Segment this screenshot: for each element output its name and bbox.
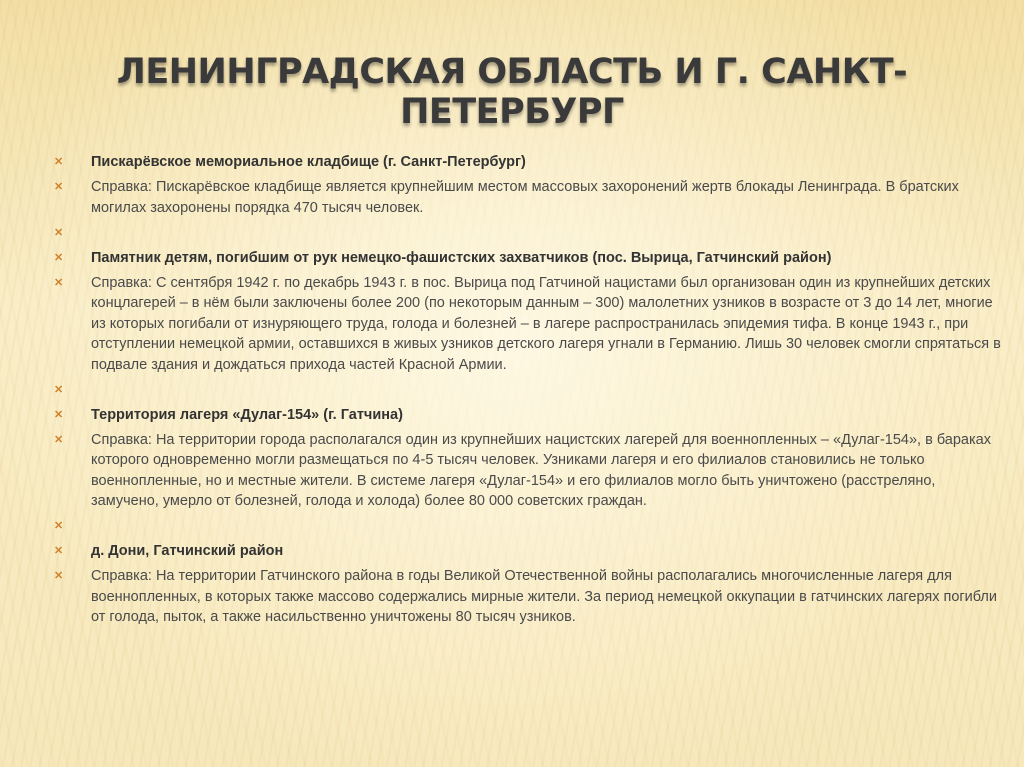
list-item-heading-piskarevskoe [52, 152, 1002, 173]
heading-text: Памятник детям, погибшим от рук немецко-фашистских захватчиков (пос. Вырица, Гатчинский район) [91, 249, 832, 266]
x-bullet-icon: ✕ [54, 226, 64, 239]
list-item-heading-dulag [52, 405, 1002, 426]
slide-title: ЛЕНИНГРАДСКАЯ ОБЛАСТЬ И Г. САНКТ-ПЕТЕРБУРГ [116, 52, 908, 132]
list-item-empty [52, 516, 1002, 537]
list-item-info-doni [52, 566, 1002, 628]
heading-text: д. Дони, Гатчинский район [91, 543, 284, 559]
heading-text: Территория лагеря «Дулаг-154» (г. Гатчина) [91, 406, 403, 423]
x-bullet-icon: ✕ [54, 181, 64, 193]
info-text: Справка: Пискарёвское кладбище является крупнейшим местом массовых захоронений жертв блокады Ленинграда. В братских могилах захоронены порядка 470 тысяч человек. [91, 179, 959, 216]
x-bullet-icon: ✕ [54, 276, 64, 289]
x-bullet-icon: ✕ [54, 156, 64, 168]
list-item-empty [52, 380, 1002, 401]
info-text: Справка: На территории города располагался один из крупнейших нацистских лагерей для военнопленных – «Дулаг-154», в бараках которого одновременно могли размещаться по 4-5 тысяч человек. Узниками лагеря и его филиалов становились не только военнопленные, но и местные жители. В системе лагеря «Дулаг-154» и его филиалов могло быть уничтожено (расстреляно, замучено, умерло от болезней, голода и холода) более 80 000 советских граждан. [91, 431, 991, 509]
x-bullet-icon: ✕ [54, 251, 64, 264]
list-item-info-vyritsa [52, 273, 1002, 376]
list-item-heading-vyritsa [52, 248, 1002, 269]
x-bullet-icon: ✕ [54, 570, 64, 582]
list-item-info-piskarevskoe [52, 177, 1002, 218]
heading-text: Пискарёвское мемориальное кладбище (г. Санкт-Петербург) [91, 154, 526, 170]
info-text: Справка: С сентября 1942 г. по декабрь 1943 г. в пос. Вырица под Гатчиной нацистами был организован один из крупнейших детских концлагерей – в нём были заключены более 200 (по некоторым данным – 300) малолетних узников в возрасте от 3 до 14 лет, многие из которых погибали от изнуряющего труда, голода и болезней – в лагере распространилась эпидемия тифа. В конце 1943 г., при отступлении немецкой армии, оставшихся в живых узников детского лагеря угнали в Германию. Лишь 30 человек смогли спрятаться в подвале здания и дождаться прихода частей Красной Армии. [91, 274, 1001, 373]
list-item-info-dulag [52, 430, 1002, 512]
x-bullet-icon: ✕ [54, 383, 64, 396]
info-text: Справка: На территории Гатчинского района в годы Великой Отечественной войны располагались многочисленные лагеря для военнопленных, в которых также массово содержались мирные жители. За период немецкой оккупации в гатчинских лагерях погибли от голода, пыток, а также насильственно уничтожены 80 тысяч узников. [91, 568, 997, 625]
list-item-empty [52, 223, 1002, 244]
x-bullet-icon: ✕ [54, 433, 64, 446]
bullet-list [52, 152, 1002, 632]
x-bullet-icon: ✕ [54, 545, 64, 557]
x-bullet-icon: ✕ [54, 408, 64, 421]
x-bullet-icon: ✕ [54, 520, 64, 532]
list-item-heading-doni [52, 541, 1002, 562]
